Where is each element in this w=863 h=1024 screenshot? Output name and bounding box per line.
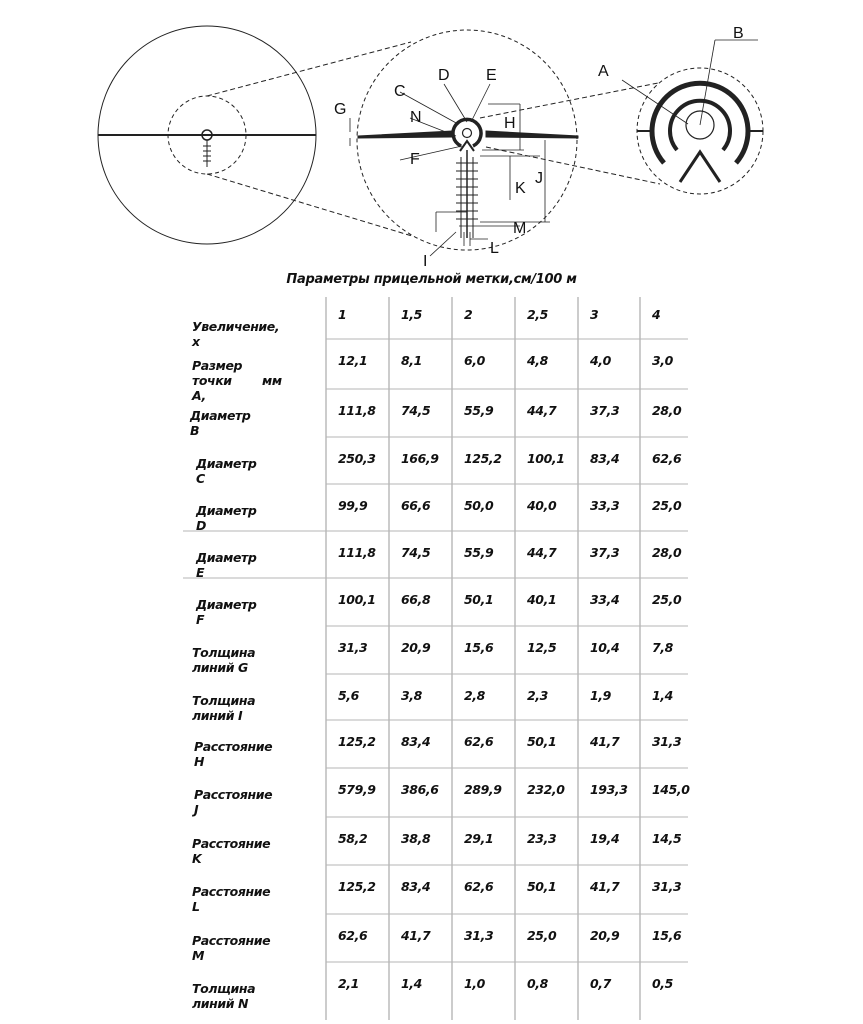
table-cell: 14,5 <box>652 831 682 846</box>
table-cell: 20,9 <box>401 640 431 655</box>
table-cell: 166,9 <box>401 451 439 466</box>
row-label: Диаметр C <box>196 456 257 486</box>
table-cell: 31,3 <box>652 879 682 894</box>
table-cell: 100,1 <box>527 451 565 466</box>
magnification-header: 4 <box>652 307 661 322</box>
label-l: L <box>490 240 499 257</box>
table-cell: 145,0 <box>652 782 690 797</box>
table-cell: 25,0 <box>652 592 682 607</box>
magnification-header: 3 <box>590 307 599 322</box>
label-n: N <box>410 109 422 126</box>
row-label: Диаметр B <box>190 408 251 438</box>
table-cell: 62,6 <box>464 879 494 894</box>
row-label: Расстояние J <box>194 787 273 817</box>
table-cell: 193,3 <box>590 782 628 797</box>
table-cell: 29,1 <box>464 831 494 846</box>
table-cell: 25,0 <box>652 498 682 513</box>
table-cell: 4,8 <box>527 353 548 368</box>
magnification-header: 2 <box>464 307 473 322</box>
table-cell: 41,7 <box>401 928 431 943</box>
row-label: Расстояние K <box>192 836 271 866</box>
table-cell: 40,0 <box>527 498 557 513</box>
table-cell: 31,3 <box>338 640 368 655</box>
label-h: H <box>504 115 516 132</box>
table-cell: 5,6 <box>338 688 359 703</box>
table-cell: 8,1 <box>401 353 422 368</box>
table-cell: 41,7 <box>590 879 620 894</box>
table-cell: 1,0 <box>464 976 485 991</box>
table-cell: 99,9 <box>338 498 368 513</box>
table-cell: 111,8 <box>338 545 376 560</box>
table-cell: 62,6 <box>652 451 682 466</box>
table-title: Параметры прицельной метки,см/100 м <box>286 272 577 287</box>
row-label: Толщина линий I <box>192 693 256 723</box>
table-cell: 12,1 <box>338 353 368 368</box>
table-cell: 1,4 <box>652 688 673 703</box>
magnification-header: 2,5 <box>527 307 548 322</box>
table-cell: 25,0 <box>527 928 557 943</box>
table-cell: 111,8 <box>338 403 376 418</box>
table-cell: 2,3 <box>527 688 548 703</box>
table-cell: 7,8 <box>652 640 673 655</box>
table-cell: 50,1 <box>527 734 557 749</box>
table-cell: 83,4 <box>590 451 620 466</box>
table-cell: 10,4 <box>590 640 620 655</box>
row-label: Расстояние L <box>192 884 271 914</box>
table-cell: 20,9 <box>590 928 620 943</box>
header-label: Увеличение, х <box>192 319 280 349</box>
table-cell: 3,8 <box>401 688 422 703</box>
row-label-unit: мм <box>262 373 282 388</box>
table-cell: 41,7 <box>590 734 620 749</box>
table-cell: 37,3 <box>590 403 620 418</box>
table-cell: 50,0 <box>464 498 494 513</box>
table-cell: 31,3 <box>652 734 682 749</box>
table-cell: 125,2 <box>338 734 376 749</box>
table-cell: 40,1 <box>527 592 557 607</box>
label-g: G <box>334 101 347 118</box>
table-cell: 33,4 <box>590 592 620 607</box>
label-j: J <box>535 170 543 187</box>
table-cell: 232,0 <box>527 782 565 797</box>
row-label: Диаметр E <box>196 550 257 580</box>
table-cell: 15,6 <box>464 640 494 655</box>
table-cell: 28,0 <box>652 403 682 418</box>
table-cell: 66,6 <box>401 498 431 513</box>
table-cell: 74,5 <box>401 545 431 560</box>
table-cell: 0,7 <box>590 976 611 991</box>
label-b: B <box>733 25 744 42</box>
table-cell: 31,3 <box>464 928 494 943</box>
table-cell: 15,6 <box>652 928 682 943</box>
table-cell: 100,1 <box>338 592 376 607</box>
table-cell: 2,8 <box>464 688 485 703</box>
table-cell: 6,0 <box>464 353 485 368</box>
row-label: Расстояние M <box>192 933 271 963</box>
table-cell: 4,0 <box>590 353 611 368</box>
table-cell: 33,3 <box>590 498 620 513</box>
row-label: Толщина линий G <box>192 645 256 675</box>
table-cell: 44,7 <box>527 403 557 418</box>
row-label: Диаметр F <box>196 597 257 627</box>
table-cell: 579,9 <box>338 782 376 797</box>
label-f: F <box>410 151 420 168</box>
table-cell: 23,3 <box>527 831 557 846</box>
table-cell: 50,1 <box>464 592 494 607</box>
table-cell: 289,9 <box>464 782 502 797</box>
table-cell: 3,0 <box>652 353 673 368</box>
table-cell: 37,3 <box>590 545 620 560</box>
table-cell: 55,9 <box>464 403 494 418</box>
table-cell: 1,4 <box>401 976 422 991</box>
row-label: Диаметр D <box>196 503 257 533</box>
label-i: I <box>423 253 428 270</box>
table-cell: 50,1 <box>527 879 557 894</box>
row-label: Толщина линий N <box>192 981 256 1011</box>
table-cell: 28,0 <box>652 545 682 560</box>
row-label: Расстояние H <box>194 739 273 769</box>
table-cell: 12,5 <box>527 640 557 655</box>
row-label: Размер точки A, <box>192 358 243 403</box>
table-cell: 66,8 <box>401 592 431 607</box>
table-cell: 19,4 <box>590 831 620 846</box>
table-cell: 0,8 <box>527 976 548 991</box>
table-cell: 125,2 <box>464 451 502 466</box>
table-cell: 44,7 <box>527 545 557 560</box>
table-cell: 125,2 <box>338 879 376 894</box>
label-d: D <box>438 67 450 84</box>
table-cell: 58,2 <box>338 831 368 846</box>
table-cell: 74,5 <box>401 403 431 418</box>
label-c: C <box>394 83 406 100</box>
label-m: M <box>513 220 527 237</box>
table-cell: 62,6 <box>338 928 368 943</box>
label-a: A <box>598 63 609 80</box>
table-cell: 0,5 <box>652 976 673 991</box>
label-e: E <box>486 67 497 84</box>
table-cell: 250,3 <box>338 451 376 466</box>
table-cell: 62,6 <box>464 734 494 749</box>
table-cell: 83,4 <box>401 879 431 894</box>
magnification-header: 1 <box>338 307 347 322</box>
label-k: K <box>515 180 526 197</box>
table-cell: 2,1 <box>338 976 359 991</box>
table-cell: 38,8 <box>401 831 431 846</box>
table-cell: 386,6 <box>401 782 439 797</box>
table-cell: 1,9 <box>590 688 611 703</box>
table-cell: 83,4 <box>401 734 431 749</box>
magnification-header: 1,5 <box>401 307 422 322</box>
table-cell: 55,9 <box>464 545 494 560</box>
